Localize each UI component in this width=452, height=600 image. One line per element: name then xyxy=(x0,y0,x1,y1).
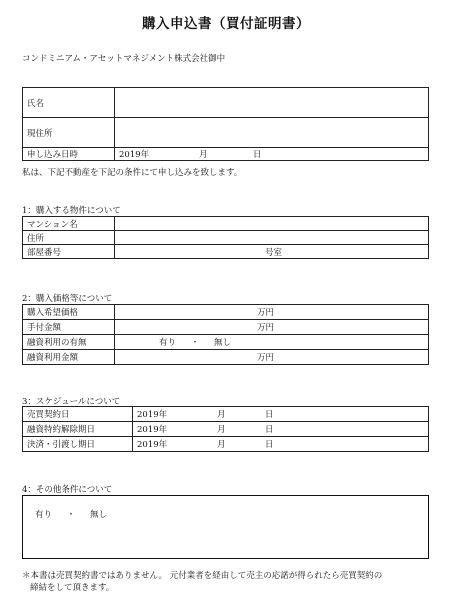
schedule-row-date[interactable] xyxy=(133,407,429,422)
room-label: 部屋番号 xyxy=(23,245,115,259)
schedule-month: 月 xyxy=(217,425,226,435)
schedule-day: 日 xyxy=(265,425,274,435)
schedule-table xyxy=(22,406,429,452)
loan-amount-unit: 万円 xyxy=(257,353,275,363)
intro-text: 私は、下記不動産を下記の条件にて申し込みを致します。 xyxy=(22,168,243,178)
other-conditions-box[interactable] xyxy=(22,495,429,559)
price-table xyxy=(22,304,429,365)
schedule-day: 日 xyxy=(265,410,274,420)
room-suffix: 号室 xyxy=(265,247,283,258)
property-table xyxy=(22,216,429,259)
mansion-label: マンション名 xyxy=(23,217,115,231)
addressee: コンドミニアム・アセットマネジメント株式会社御中 xyxy=(22,54,226,64)
date-year: 2019年 xyxy=(119,150,150,160)
date-label: 申し込み日時 xyxy=(23,148,115,161)
schedule-day: 日 xyxy=(265,440,274,450)
page-title: 購入申込書（買付証明書） xyxy=(142,16,310,32)
loan-use-field[interactable] xyxy=(115,335,429,350)
price-field[interactable] xyxy=(115,305,429,320)
loan-no-option[interactable]: 無し xyxy=(213,338,231,348)
other-separator: ・ xyxy=(66,510,76,520)
loan-use-label: 融資利用の有無 xyxy=(23,335,115,350)
address-field[interactable] xyxy=(115,118,429,148)
mansion-field[interactable] xyxy=(115,217,429,231)
schedule-row-label: 決済・引渡し期日 xyxy=(23,437,133,452)
loan-amount-label: 融資利用金額 xyxy=(23,350,115,365)
footnote-line-2: 締結をして頂きます。 xyxy=(30,583,115,593)
date-day: 日 xyxy=(253,150,262,160)
schedule-row-date[interactable] xyxy=(133,422,429,437)
address-label: 現住所 xyxy=(23,118,115,148)
name-field[interactable] xyxy=(115,88,429,118)
schedule-row-date[interactable] xyxy=(133,437,429,452)
deposit-label: 手付金額 xyxy=(23,320,115,335)
deposit-field[interactable] xyxy=(115,320,429,335)
date-field[interactable] xyxy=(115,148,429,161)
room-field[interactable] xyxy=(115,245,429,259)
schedule-month: 月 xyxy=(217,410,226,420)
property-address-field[interactable] xyxy=(115,231,429,245)
deposit-unit: 万円 xyxy=(257,323,275,333)
name-label: 氏名 xyxy=(23,88,115,118)
section4-heading: 4：その他条件について xyxy=(22,485,113,495)
schedule-year: 2019年 xyxy=(137,440,168,450)
schedule-year: 2019年 xyxy=(137,425,168,435)
applicant-table xyxy=(22,87,429,161)
schedule-year: 2019年 xyxy=(137,410,168,420)
other-yes-option[interactable]: 有り xyxy=(35,510,53,520)
section3-heading: 3：スケジュールについて xyxy=(22,397,121,407)
footnote-line-1: ＊本書は売買契約書ではありません。 元付業者を経由して売主の応諾が得られたら売買契約の xyxy=(22,571,383,581)
section1-heading: 1：購入する物件について xyxy=(22,206,121,216)
date-month: 月 xyxy=(199,150,208,160)
loan-yes-option[interactable]: 有り xyxy=(159,338,177,348)
loan-amount-field[interactable] xyxy=(115,350,429,365)
other-no-option[interactable]: 無し xyxy=(89,510,107,520)
schedule-row-label: 売買契約日 xyxy=(23,407,133,422)
property-address-label: 住所 xyxy=(23,231,115,245)
price-unit: 万円 xyxy=(257,308,275,318)
schedule-month: 月 xyxy=(217,440,226,450)
price-label: 購入希望価格 xyxy=(23,305,115,320)
loan-separator: ・ xyxy=(190,338,200,348)
section2-heading: 2：購入価格等について xyxy=(22,294,113,304)
schedule-row-label: 融資特約解除期日 xyxy=(23,422,133,437)
